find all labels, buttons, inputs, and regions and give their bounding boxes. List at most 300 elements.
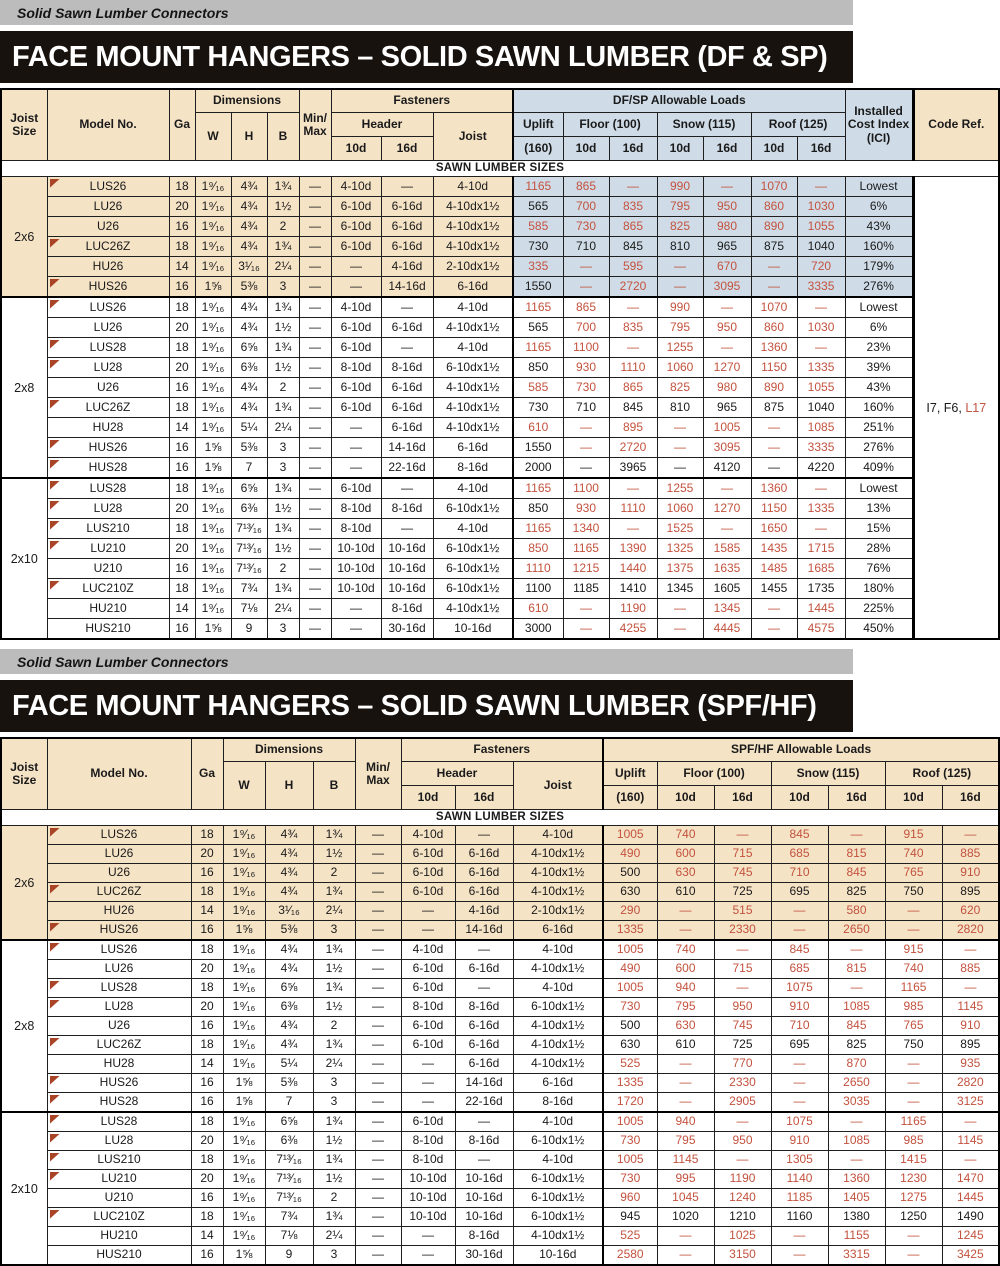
load-cell: 1150 [751, 358, 797, 378]
model-name: HU28 [103, 1056, 135, 1071]
joist-fastener-cell: 2-10dx1½ [513, 902, 603, 921]
header-16d-cell: — [381, 338, 433, 358]
load-cell: 1070 [751, 297, 797, 318]
uplift-load-cell: 500 [603, 864, 657, 883]
load-cell: 1380 [828, 1208, 885, 1227]
new-product-flag-icon [50, 300, 60, 309]
ici-cell: 160% [845, 237, 913, 257]
load-cell: — [885, 1246, 942, 1266]
table-row [1, 599, 999, 619]
table-row [1, 979, 999, 998]
eyebrow-text: Solid Sawn Lumber Connectors [17, 4, 229, 21]
load-cell: 1635 [703, 559, 751, 579]
header-16d-cell: 30-16d [381, 619, 433, 640]
model-name: LUS28 [100, 1114, 138, 1129]
model-cell [47, 1151, 191, 1170]
uplift-load-cell: 1110 [513, 559, 563, 579]
model-name: HUS210 [85, 620, 131, 635]
dim-h-cell: 4¾ [231, 297, 267, 318]
uplift-load-cell: 585 [513, 217, 563, 237]
load-cell: — [703, 297, 751, 318]
load-cell: 1325 [657, 539, 703, 559]
col-header-10d: 10d [401, 786, 455, 810]
load-cell: 1345 [657, 579, 703, 599]
dim-w-cell: 1⁹⁄₁₆ [223, 998, 265, 1017]
ga-cell: 14 [191, 902, 223, 921]
col-roof-125: Roof (125) [751, 113, 845, 137]
header-16d-cell: 14-16d [455, 921, 513, 941]
ga-cell: 20 [191, 1170, 223, 1189]
model-name: HU28 [92, 419, 124, 434]
load-cell: — [751, 599, 797, 619]
header-16d-cell: 10-16d [381, 539, 433, 559]
header-16d-cell: 8-16d [381, 599, 433, 619]
dim-b-cell: 3 [313, 1093, 355, 1113]
load-cell: 1715 [797, 539, 845, 559]
dim-b-cell: 1½ [267, 499, 299, 519]
dim-w-cell: 1⁹⁄₁₆ [195, 599, 231, 619]
header-10d-cell: 6-10d [401, 845, 455, 864]
header-16d-cell: — [455, 826, 513, 845]
load-cell: 1085 [828, 1132, 885, 1151]
header-10d-cell: 8-10d [331, 499, 381, 519]
model-cell [47, 619, 169, 640]
hanger-table-df-sp [0, 88, 1000, 640]
joist-fastener-cell: 6-10dx1½ [433, 358, 513, 378]
new-product-flag-icon [50, 828, 60, 837]
dim-b-cell: 1¾ [313, 979, 355, 998]
min-max-cell: — [355, 1170, 401, 1189]
joist-size-cell: 2x6 [1, 177, 47, 298]
dim-b-cell: 3 [313, 1246, 355, 1266]
dim-w-cell: 1⁹⁄₁₆ [195, 418, 231, 438]
load-cell: 750 [885, 1036, 942, 1055]
table-row [1, 619, 999, 640]
new-product-flag-icon [50, 400, 60, 409]
dim-h-cell: 6⅜ [231, 499, 267, 519]
header-16d-cell: 6-16d [455, 845, 513, 864]
new-product-flag-icon [50, 1076, 60, 1085]
model-cell [47, 217, 169, 237]
load-cell: 1055 [797, 217, 845, 237]
joist-fastener-cell: 10-16d [433, 619, 513, 640]
table-row [1, 318, 999, 338]
joist-fastener-cell: 4-10d [513, 826, 603, 845]
load-cell: 910 [942, 864, 999, 883]
load-cell: — [751, 458, 797, 479]
model-name: U210 [93, 560, 123, 575]
ga-cell: 16 [191, 921, 223, 941]
load-cell: 4220 [797, 458, 845, 479]
ga-cell: 16 [191, 1246, 223, 1266]
joist-fastener-cell: 4-10dx1½ [513, 845, 603, 864]
dim-w-cell: 1⁹⁄₁₆ [223, 960, 265, 979]
load-cell: 685 [771, 845, 828, 864]
col-roof-125: Roof (125) [885, 762, 999, 786]
ici-cell: 15% [845, 519, 913, 539]
load-cell: 765 [885, 864, 942, 883]
load-cell: 1650 [751, 519, 797, 539]
load-cell: 1145 [942, 998, 999, 1017]
load-cell: — [714, 940, 771, 960]
header-10d-cell: 6-10d [331, 318, 381, 338]
load-cell: — [751, 418, 797, 438]
load-cell: 610 [657, 1036, 714, 1055]
new-product-flag-icon [50, 481, 60, 490]
load-cell: 725 [714, 883, 771, 902]
load-cell: — [657, 902, 714, 921]
model-cell [47, 197, 169, 217]
min-max-cell: — [299, 619, 331, 640]
load-cell: 710 [771, 1017, 828, 1036]
dim-h-cell: 4¾ [231, 197, 267, 217]
header-16d-cell: — [455, 1151, 513, 1170]
dim-w-cell: 1⁹⁄₁₆ [195, 478, 231, 499]
col-uplift-160: (160) [603, 786, 657, 810]
col-header-16d: 16d [455, 786, 513, 810]
table-row [1, 217, 999, 237]
uplift-load-cell: 1165 [513, 297, 563, 318]
ga-cell: 18 [191, 883, 223, 902]
load-cell: 1360 [751, 338, 797, 358]
dim-b-cell: 2¼ [267, 418, 299, 438]
min-max-cell: — [299, 318, 331, 338]
model-name: HUS26 [88, 439, 128, 454]
col-floor-100: Floor (100) [657, 762, 771, 786]
col-allowable-loads: DF/SP Allowable Loads [513, 89, 845, 113]
ga-cell: 18 [169, 237, 195, 257]
model-cell [47, 297, 169, 318]
min-max-cell: — [299, 599, 331, 619]
ici-cell: 276% [845, 277, 913, 298]
load-cell: 895 [942, 883, 999, 902]
col-10d: 10d [771, 786, 828, 810]
ga-cell: 18 [169, 177, 195, 197]
joist-fastener-cell: 6-10dx1½ [433, 579, 513, 599]
ga-cell: 20 [169, 197, 195, 217]
load-cell: 810 [657, 398, 703, 418]
ici-cell: 450% [845, 619, 913, 640]
load-cell: — [563, 599, 609, 619]
load-cell: 865 [563, 177, 609, 197]
load-cell: 795 [657, 197, 703, 217]
load-cell: 845 [771, 826, 828, 845]
header-10d-cell: 6-10d [331, 398, 381, 418]
joist-fastener-cell: 4-10d [513, 1151, 603, 1170]
col-h: H [231, 113, 267, 161]
joist-fastener-cell: 4-10dx1½ [513, 883, 603, 902]
min-max-cell: — [355, 826, 401, 845]
load-cell: 860 [751, 318, 797, 338]
dim-b-cell: 1¾ [313, 883, 355, 902]
header-10d-cell: 6-10d [401, 1036, 455, 1055]
new-product-flag-icon [50, 1134, 60, 1143]
col-snow-115: Snow (115) [657, 113, 751, 137]
header-10d-cell: — [331, 458, 381, 479]
joist-fastener-cell: 4-10d [513, 979, 603, 998]
ga-cell: 16 [169, 277, 195, 298]
col-min-max: Min/ Max [299, 89, 331, 161]
table-row [1, 1132, 999, 1151]
joist-fastener-cell: 6-10dx1½ [513, 1170, 603, 1189]
col-allowable-loads: SPF/HF Allowable Loads [603, 738, 999, 762]
model-cell [47, 826, 191, 845]
load-cell: — [714, 979, 771, 998]
load-cell: 1455 [751, 579, 797, 599]
header-10d-cell: — [401, 1093, 455, 1113]
load-cell: 1275 [885, 1189, 942, 1208]
min-max-cell: — [299, 478, 331, 499]
model-cell [47, 1227, 191, 1246]
min-max-cell: — [355, 1074, 401, 1093]
load-cell: 1250 [885, 1208, 942, 1227]
model-name: LUS26 [89, 299, 127, 314]
col-model-no: Model No. [47, 738, 191, 810]
dim-b-cell: 1¾ [267, 237, 299, 257]
min-max-cell: — [355, 998, 401, 1017]
dim-w-cell: 1⅝ [223, 1074, 265, 1093]
header-10d-cell: 6-10d [331, 197, 381, 217]
col-joist-fasteners: Joist [513, 762, 603, 810]
ga-cell: 20 [169, 318, 195, 338]
load-cell: 1270 [703, 499, 751, 519]
dim-h-cell: 4¾ [265, 864, 313, 883]
header-10d-cell: 6-10d [401, 1017, 455, 1036]
load-cell: 885 [942, 845, 999, 864]
joist-fastener-cell: 4-10d [433, 177, 513, 197]
load-cell: — [751, 257, 797, 277]
uplift-load-cell: 850 [513, 358, 563, 378]
dim-b-cell: 1¾ [313, 826, 355, 845]
joist-fastener-cell: 4-10d [433, 338, 513, 358]
model-name: HUS210 [96, 1247, 142, 1262]
load-cell: 1040 [797, 237, 845, 257]
header-16d-cell: — [381, 478, 433, 499]
load-cell: 895 [609, 418, 657, 438]
dim-b-cell: 2 [313, 1017, 355, 1036]
dim-b-cell: 3 [267, 458, 299, 479]
model-cell [47, 318, 169, 338]
col-fasteners: Fasteners [401, 738, 603, 762]
uplift-load-cell: 730 [603, 998, 657, 1017]
table-row [1, 378, 999, 398]
dim-w-cell: 1⁹⁄₁₆ [223, 864, 265, 883]
load-cell: — [797, 297, 845, 318]
model-cell [47, 1246, 191, 1266]
load-cell: 2720 [609, 438, 657, 458]
new-product-flag-icon [50, 440, 60, 449]
joist-fastener-cell: 4-10d [433, 519, 513, 539]
load-cell: 990 [657, 297, 703, 318]
model-name: HUS26 [99, 922, 139, 937]
header-10d-cell: 10-10d [401, 1189, 455, 1208]
uplift-load-cell: 945 [603, 1208, 657, 1227]
load-cell: 1025 [714, 1227, 771, 1246]
load-cell: 1605 [703, 579, 751, 599]
dim-h-cell: 9 [231, 619, 267, 640]
ga-cell: 20 [191, 1132, 223, 1151]
load-cell: 1255 [657, 338, 703, 358]
joist-fastener-cell: 2-10dx1½ [433, 257, 513, 277]
load-cell: — [714, 1112, 771, 1132]
load-cell: — [771, 1093, 828, 1113]
model-cell [47, 1112, 191, 1132]
model-cell [47, 579, 169, 599]
col-uplift-160: (160) [513, 137, 563, 161]
model-cell [47, 883, 191, 902]
load-cell: 845 [609, 237, 657, 257]
joist-fastener-cell: 8-16d [433, 458, 513, 479]
header-10d-cell: 6-10d [401, 1112, 455, 1132]
dim-b-cell: 1½ [313, 998, 355, 1017]
load-cell: 2650 [828, 921, 885, 941]
dim-w-cell: 1⁹⁄₁₆ [195, 297, 231, 318]
load-cell: 815 [828, 960, 885, 979]
load-cell: — [609, 297, 657, 318]
uplift-load-cell: 610 [513, 418, 563, 438]
ici-cell: 39% [845, 358, 913, 378]
load-cell: 890 [751, 217, 797, 237]
dim-b-cell: 1¾ [267, 579, 299, 599]
load-cell: 1140 [771, 1170, 828, 1189]
uplift-load-cell: 1335 [603, 921, 657, 941]
load-cell: — [563, 458, 609, 479]
table-row [1, 902, 999, 921]
load-cell: — [563, 277, 609, 298]
dim-w-cell: 1⁹⁄₁₆ [223, 979, 265, 998]
uplift-load-cell: 1100 [513, 579, 563, 599]
ga-cell: 20 [169, 358, 195, 378]
load-cell: 1335 [797, 358, 845, 378]
load-cell: 600 [657, 845, 714, 864]
header-16d-cell: 6-16d [455, 1055, 513, 1074]
joist-fastener-cell: 6-10dx1½ [433, 539, 513, 559]
uplift-load-cell: 565 [513, 197, 563, 217]
ici-cell: 43% [845, 217, 913, 237]
col-10d: 10d [885, 786, 942, 810]
min-max-cell: — [355, 845, 401, 864]
col-16d: 16d [828, 786, 885, 810]
load-cell: 740 [657, 826, 714, 845]
dim-w-cell: 1⁹⁄₁₆ [195, 237, 231, 257]
dim-h-cell: 4¾ [265, 1036, 313, 1055]
section-banner [0, 680, 853, 732]
dim-h-cell: 7⅛ [265, 1227, 313, 1246]
joist-size-cell: 2x10 [1, 478, 47, 639]
load-cell: 745 [714, 864, 771, 883]
uplift-load-cell: 1005 [603, 979, 657, 998]
table-row [1, 579, 999, 599]
uplift-load-cell: 1720 [603, 1093, 657, 1113]
model-name: LUS28 [89, 339, 127, 354]
dim-h-cell: 4¾ [265, 883, 313, 902]
model-cell [47, 979, 191, 998]
header-10d-cell: — [401, 1074, 455, 1093]
load-cell: 710 [563, 398, 609, 418]
joist-fastener-cell: 4-10dx1½ [513, 1227, 603, 1246]
load-cell: 1145 [942, 1132, 999, 1151]
table-mount-df-sp [0, 88, 1000, 640]
load-cell: — [609, 338, 657, 358]
load-cell: 1525 [657, 519, 703, 539]
col-16d: 16d [797, 137, 845, 161]
dim-w-cell: 1⅝ [195, 277, 231, 298]
joist-fastener-cell: 4-10dx1½ [433, 318, 513, 338]
joist-fastener-cell: 4-10dx1½ [433, 378, 513, 398]
dim-h-cell: 6⅝ [265, 1112, 313, 1132]
header-10d-cell: 6-10d [331, 237, 381, 257]
uplift-load-cell: 1550 [513, 277, 563, 298]
load-cell: 1075 [771, 979, 828, 998]
dim-b-cell: 3 [267, 277, 299, 298]
dim-w-cell: 1⅝ [223, 921, 265, 941]
ga-cell: 18 [169, 297, 195, 318]
joist-fastener-cell: 6-16d [433, 277, 513, 298]
table-row [1, 1151, 999, 1170]
dim-h-cell: 5⅜ [265, 921, 313, 941]
load-cell: 795 [657, 998, 714, 1017]
load-cell: 1585 [703, 539, 751, 559]
uplift-load-cell: 2000 [513, 458, 563, 479]
model-name: LU210 [90, 540, 126, 555]
header-10d-cell: 10-10d [401, 1208, 455, 1227]
min-max-cell: — [355, 883, 401, 902]
ici-cell: 251% [845, 418, 913, 438]
dim-b-cell: 2 [267, 217, 299, 237]
dim-b-cell: 1½ [313, 1170, 355, 1189]
ga-cell: 18 [191, 1112, 223, 1132]
ga-cell: 16 [191, 864, 223, 883]
load-cell: 1270 [703, 358, 751, 378]
load-cell: 740 [885, 960, 942, 979]
load-cell: — [751, 277, 797, 298]
load-cell: — [563, 257, 609, 277]
load-cell: — [885, 1227, 942, 1246]
load-cell: 620 [942, 902, 999, 921]
dim-h-cell: 4¾ [265, 940, 313, 960]
load-cell: 1335 [797, 499, 845, 519]
joist-fastener-cell: 4-10dx1½ [433, 237, 513, 257]
min-max-cell: — [355, 1112, 401, 1132]
load-cell: 3335 [797, 277, 845, 298]
min-max-cell: — [299, 338, 331, 358]
dim-h-cell: 7¹³⁄₁₆ [265, 1170, 313, 1189]
uplift-load-cell: 1165 [513, 338, 563, 358]
model-cell [47, 277, 169, 298]
dim-b-cell: 2¼ [313, 902, 355, 921]
dim-w-cell: 1⅝ [223, 1093, 265, 1113]
model-name: LU26 [93, 319, 123, 334]
min-max-cell: — [355, 1093, 401, 1113]
model-name: LUC26Z [85, 399, 131, 414]
header-10d-cell: 10-10d [331, 539, 381, 559]
load-cell: — [657, 1093, 714, 1113]
load-cell: 670 [703, 257, 751, 277]
dim-h-cell: 7¾ [265, 1208, 313, 1227]
joist-fastener-cell: 4-10dx1½ [433, 217, 513, 237]
load-cell: 2820 [942, 1074, 999, 1093]
load-cell: — [771, 1227, 828, 1246]
new-product-flag-icon [50, 943, 60, 952]
load-cell: — [797, 478, 845, 499]
load-cell: 870 [828, 1055, 885, 1074]
model-cell [47, 438, 169, 458]
joist-fastener-cell: 8-16d [513, 1093, 603, 1113]
model-name: LUC26Z [96, 1037, 142, 1052]
uplift-load-cell: 1550 [513, 438, 563, 458]
ga-cell: 16 [169, 619, 195, 640]
load-cell: — [885, 902, 942, 921]
